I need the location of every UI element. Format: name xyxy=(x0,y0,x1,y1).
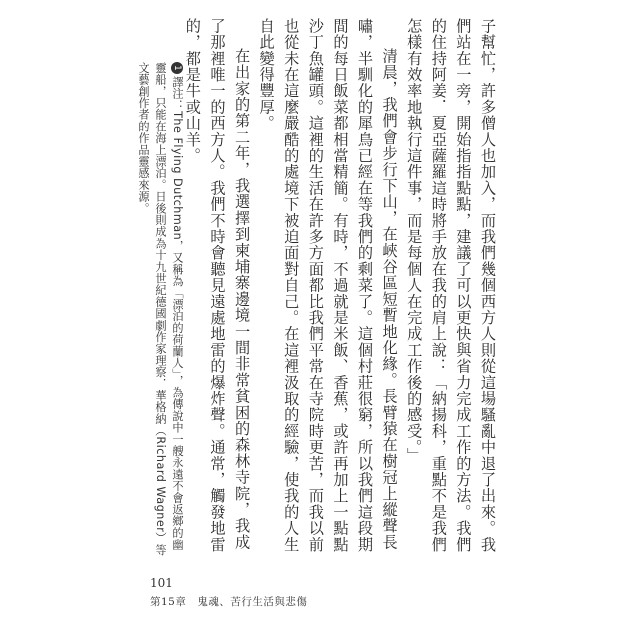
paragraph-2: 清晨，我們會步行下山，在峽谷區短暫地化緣。長臂猿在樹冠上縱聲長嘯，半馴化的犀鳥已經在等我們的剩菜了。這個村莊很窮，所以我們這段期間的每日飯菜都相當精簡。有時，不過就是米飯、香蕉，或許再加上一點點沙丁魚罐頭。這裡的生活在許多方面都比我們平常在寺院時更苦，而我以前也從未在這麼嚴酷的處境下被迫面對自己。在這裡汲取的經驗，使我的人生自此變得豐厚。 xyxy=(257,18,399,553)
chapter-title: 第15章 鬼魂、苦行生活與悲傷 xyxy=(150,596,308,608)
footnote-text: 譯注：The Flying Dutchman，又稱為「漂泊的荷蘭人」，為傳說中一艘永遠不會返鄉的幽靈船，只能在海上漂泊。日後則成為十九世紀德國劇作家理察．華格納（Richard Wagner）等文藝創作者的作品靈感來源。 xyxy=(137,62,184,556)
page-number: 101 xyxy=(150,576,173,590)
paragraph-3: 在出家的第二年，我選擇到柬埔寨邊境一間非常貧困的森林寺院，我成了那裡唯一的西方人。我們不時會聽見遠處地雷的爆炸聲。通常，觸發地雷的，都是牛或山羊。 xyxy=(183,18,252,553)
footnote-marker: 1 xyxy=(171,62,183,74)
footnote xyxy=(137,62,186,562)
body-text xyxy=(183,18,500,563)
paragraph-1: 子幫忙，許多僧人也加入，而我們幾個西方人則從這場騷亂中退了出來。我們站在一旁，開始指指點點，建議了可以更快與省力完成工作的方法。我們的住持阿姜．夏亞薩羅這時將手放在我的肩上說：「納揚科，重點不是我們怎樣有效率地執行這件事，而是每個人在完成工作後的感受。」 xyxy=(405,18,497,553)
